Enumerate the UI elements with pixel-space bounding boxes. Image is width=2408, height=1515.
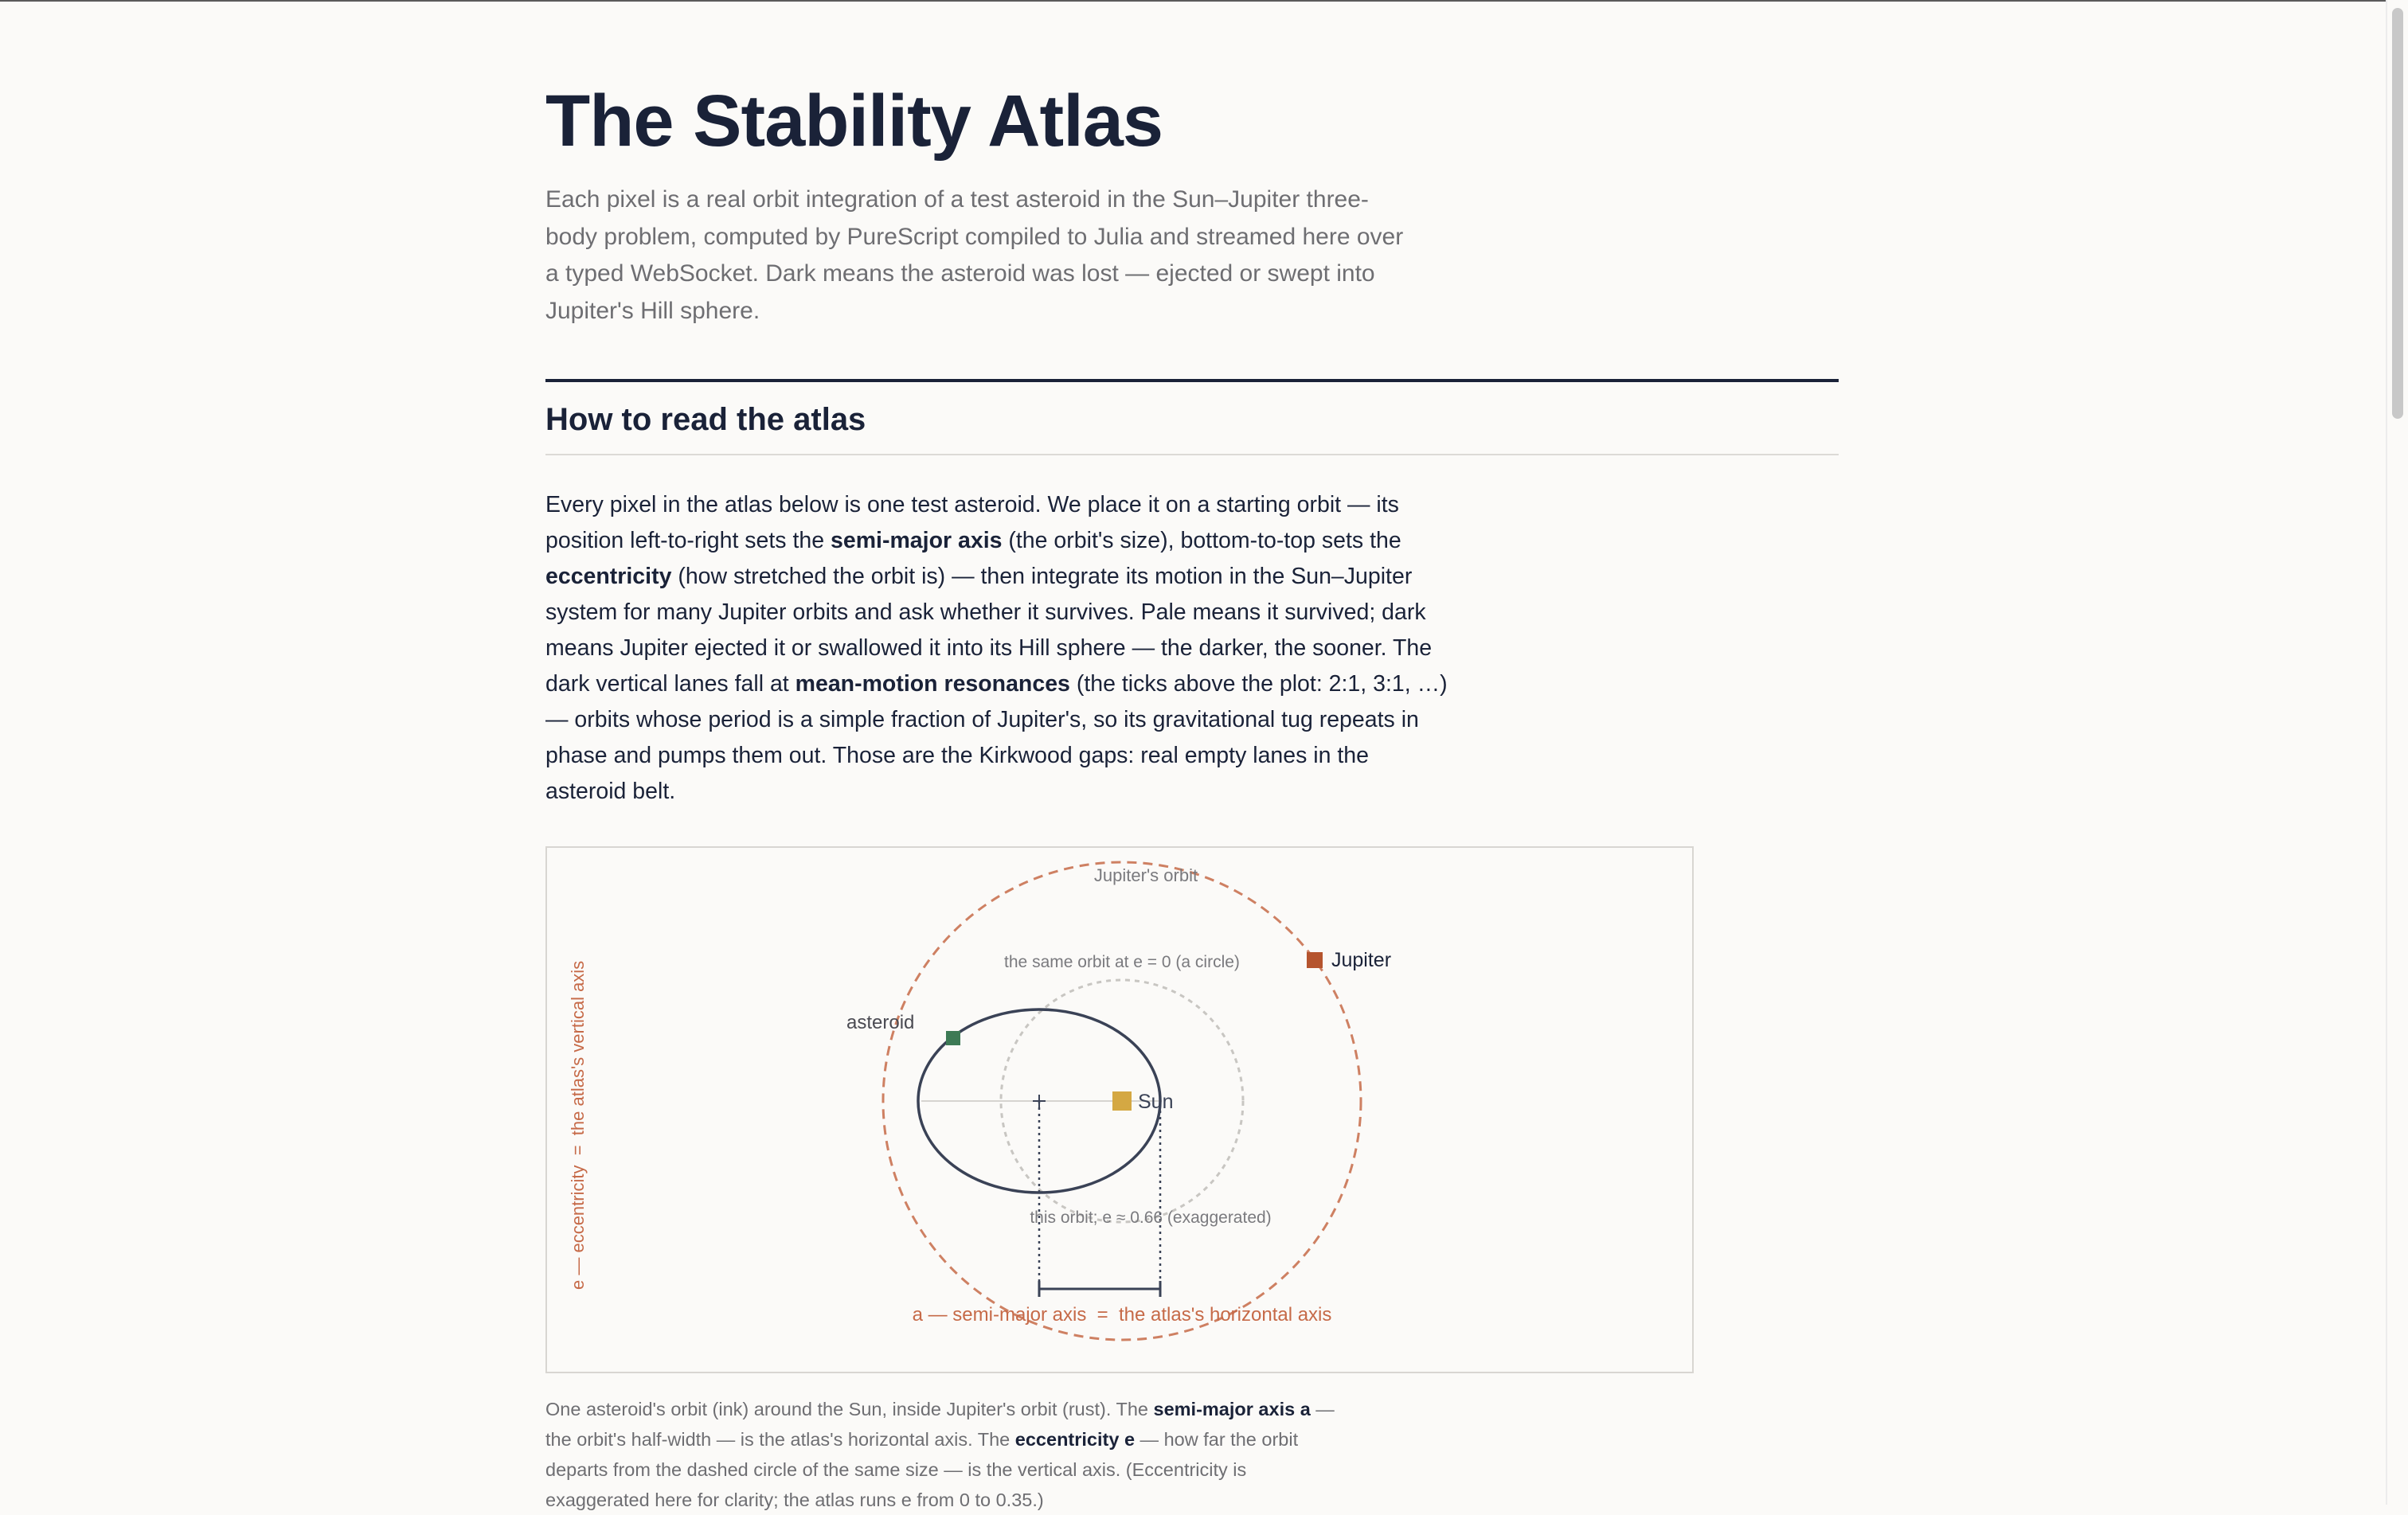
label-sun: Sun: [1138, 1091, 1174, 1113]
body-text-1: Every pixel in the atlas below is one test asteroid. We place it on a starting orbit — its position left-to-right sets the: [545, 492, 1399, 553]
body-text-4: (the ticks above the plot: 2:1, 3:1, …) — orbits whose period is a simple fraction of Jupiter's, so its gravitational tug repeats in phase and pumps them out. Those are the Kirkwood gaps: real empty lanes in the asteroid belt.: [545, 671, 1448, 804]
orbit-diagram-svg: [547, 848, 1695, 1375]
term-semi-major-axis: semi-major axis: [831, 528, 1003, 553]
label-asteroid: asteroid: [846, 1012, 915, 1033]
term-mean-motion-resonances: mean-motion resonances: [795, 671, 1070, 697]
sun-marker: [1112, 1091, 1132, 1111]
section-heading: How to read the atlas: [545, 402, 866, 437]
caption-term-semi-major-axis: semi-major axis a: [1153, 1399, 1311, 1419]
asteroid-marker: [946, 1031, 960, 1045]
caption-text-2: — the orbit's half-width — is the atlas's horizontal axis. The: [545, 1399, 1335, 1450]
explanation-paragraph: [545, 487, 1453, 810]
caption-text-3: — how far the orbit departs from the dashed circle of the same size — is the vertical axis. (Eccentricity is exaggerated here for clarity; the atlas runs e from 0 to 0.35.): [545, 1429, 1299, 1510]
orbit-diagram: [545, 846, 1694, 1373]
caption-term-eccentricity: eccentricity e: [1014, 1429, 1136, 1450]
page-title: The Stability Atlas: [545, 80, 1163, 162]
caption-text-1: One asteroid's orbit (ink) around the Sun, inside Jupiter's orbit (rust). The: [545, 1399, 1154, 1419]
figure-caption: [545, 1394, 1342, 1515]
window-top-edge: [0, 0, 2408, 2]
page-intro: Each pixel is a real orbit integration of a test asteroid in the Sun–Jupiter three-body problem, computed by PureScript compiled to Julia and streamed here over a typed WebSocket. Dark means the asteroid was lost — ejected or swept into Jupiter's Hill sphere.: [545, 186, 1404, 324]
label-jupiters-orbit: Jupiter's orbit: [1093, 865, 1198, 885]
term-eccentricity: eccentricity: [545, 564, 672, 589]
section-underline: [545, 454, 1839, 455]
body-text-2: (the orbit's size), bottom-to-top sets the: [1002, 528, 1401, 553]
scrollbar-thumb[interactable]: [2392, 8, 2403, 419]
y-axis-label: e — eccentricity = the atlas's vertical axis: [568, 960, 588, 1290]
body-text-3: (how stretched the orbit is) — then integrate its motion in the Sun–Jupiter system for many Jupiter orbits and ask whether it survives. Pale means it survived; dark means Jupiter ejected it or swallowed it into its Hill sphere — the darker, the sooner. The dark vertical lanes fall at: [545, 564, 1433, 697]
label-this-orbit: this orbit; e ≈ 0.66 (exaggerated): [1030, 1208, 1272, 1227]
jupiter-marker: [1307, 952, 1323, 968]
label-jupiter: Jupiter: [1331, 949, 1392, 971]
section-divider: [545, 379, 1839, 382]
x-axis-label: a — semi-major axis = the atlas's horizontal axis: [912, 1304, 1332, 1326]
label-same-orbit: the same orbit at e = 0 (a circle): [1004, 953, 1240, 971]
